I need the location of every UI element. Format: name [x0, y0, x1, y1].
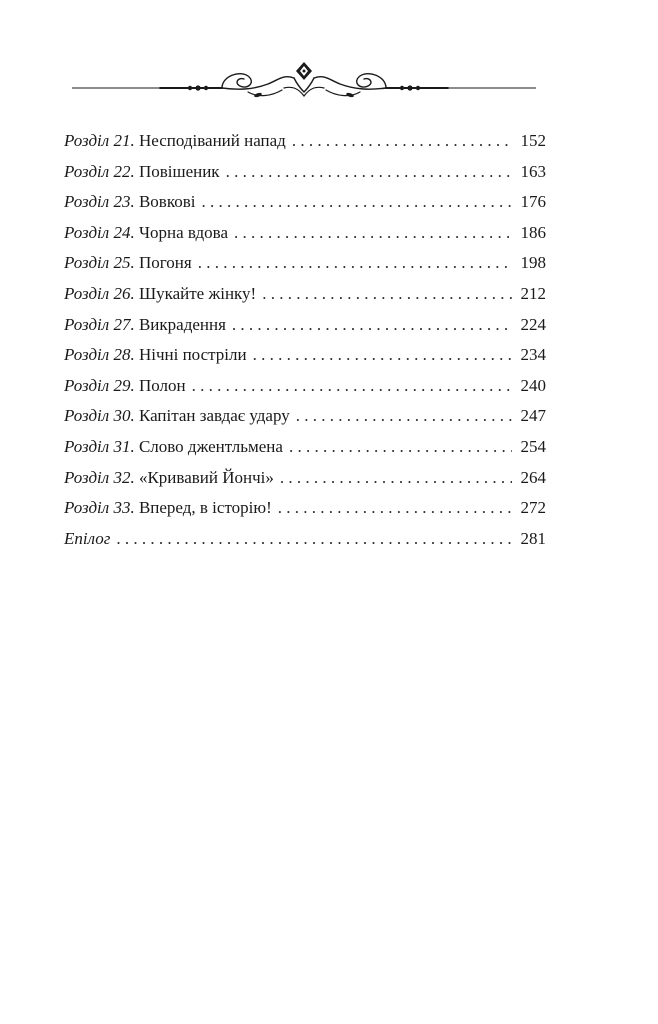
toc-entry	[64, 157, 546, 188]
toc-chapter-number: Розділ 22.	[64, 161, 135, 181]
toc-chapter-number: Розділ 29.	[64, 375, 135, 395]
toc-epilogue-label: Епілог	[64, 528, 111, 548]
toc-entry	[64, 310, 546, 341]
toc-page-number: 198	[520, 253, 546, 273]
toc-page-number: 272	[520, 498, 546, 518]
toc-entry	[64, 187, 546, 218]
toc-page-number: 281	[520, 528, 546, 548]
toc-dot-leader	[278, 493, 512, 524]
toc-entry	[64, 218, 546, 249]
toc-entry	[64, 371, 546, 402]
toc-page-number: 234	[520, 345, 546, 365]
toc-entry	[64, 524, 546, 555]
toc-page-number: 247	[520, 406, 546, 426]
toc-chapter-title: Капітан завдає удару	[138, 406, 290, 426]
toc-chapter-title: Полон	[138, 375, 186, 395]
toc-page-number: 186	[520, 222, 546, 242]
toc-chapter-title: Викрадення	[138, 314, 226, 334]
toc-page-number: 163	[520, 161, 546, 181]
toc-chapter-title: Вовкові	[138, 192, 196, 212]
toc-chapter-number: Розділ 25.	[64, 253, 135, 273]
toc-dot-leader	[198, 248, 512, 279]
toc-page-number: 240	[520, 375, 546, 395]
toc-chapter-number: Розділ 28.	[64, 345, 135, 365]
toc-entry	[64, 493, 546, 524]
toc-chapter-title: Несподіваний напад	[138, 131, 286, 150]
toc-page-number: 176	[520, 192, 546, 212]
toc-entry	[64, 279, 546, 310]
toc-chapter-title: Чорна вдова	[138, 222, 228, 242]
toc-page-number: 224	[520, 314, 546, 334]
toc-chapter-title: Повішеник	[138, 161, 220, 181]
toc-dot-leader	[116, 524, 512, 555]
toc-chapter-title: Слово джентльмена	[138, 436, 283, 456]
toc-chapter-number: Розділ 26.	[64, 283, 135, 303]
toc-entry	[64, 401, 546, 432]
toc-chapter-title: Погоня	[138, 253, 192, 273]
toc-dot-leader	[289, 432, 512, 463]
toc-chapter-title: Вперед, в історію!	[138, 498, 272, 518]
toc-dot-leader	[232, 310, 512, 341]
toc-dot-leader	[296, 401, 512, 432]
toc-chapter-number: Розділ 21.	[64, 131, 135, 150]
toc-dot-leader	[234, 218, 512, 249]
toc-page-number: 212	[520, 283, 546, 303]
toc-chapter-title: «Кривавий Йончі»	[138, 467, 274, 487]
toc-entry	[64, 463, 546, 494]
toc-dot-leader	[192, 371, 512, 402]
flourish-divider-icon	[72, 62, 536, 102]
toc-entry	[64, 432, 546, 463]
toc-entry	[64, 340, 546, 371]
toc-dot-leader	[262, 279, 512, 310]
toc-chapter-number: Розділ 24.	[64, 222, 135, 242]
toc-dot-leader	[226, 157, 512, 188]
toc-chapter-number: Розділ 23.	[64, 192, 135, 212]
toc-dot-leader	[253, 340, 512, 371]
toc-chapter-number: Розділ 27.	[64, 314, 135, 334]
toc-page-number: 254	[520, 436, 546, 456]
toc-chapter-number: Розділ 30.	[64, 406, 135, 426]
toc-page-number: 264	[520, 467, 546, 487]
toc-chapter-title: Шукайте жінку!	[138, 283, 257, 303]
toc-chapter-title: Нічні постріли	[138, 345, 247, 365]
toc-chapter-number: Розділ 31.	[64, 436, 135, 456]
table-of-contents	[64, 126, 546, 554]
toc-dot-leader	[201, 187, 512, 218]
toc-dot-leader	[280, 463, 512, 494]
toc-entry	[64, 248, 546, 279]
toc-page-number: 152	[520, 131, 546, 150]
toc-chapter-number: Розділ 33.	[64, 498, 135, 518]
toc-chapter-number: Розділ 32.	[64, 467, 135, 487]
toc-dot-leader	[292, 126, 512, 157]
toc-entry	[64, 126, 546, 157]
